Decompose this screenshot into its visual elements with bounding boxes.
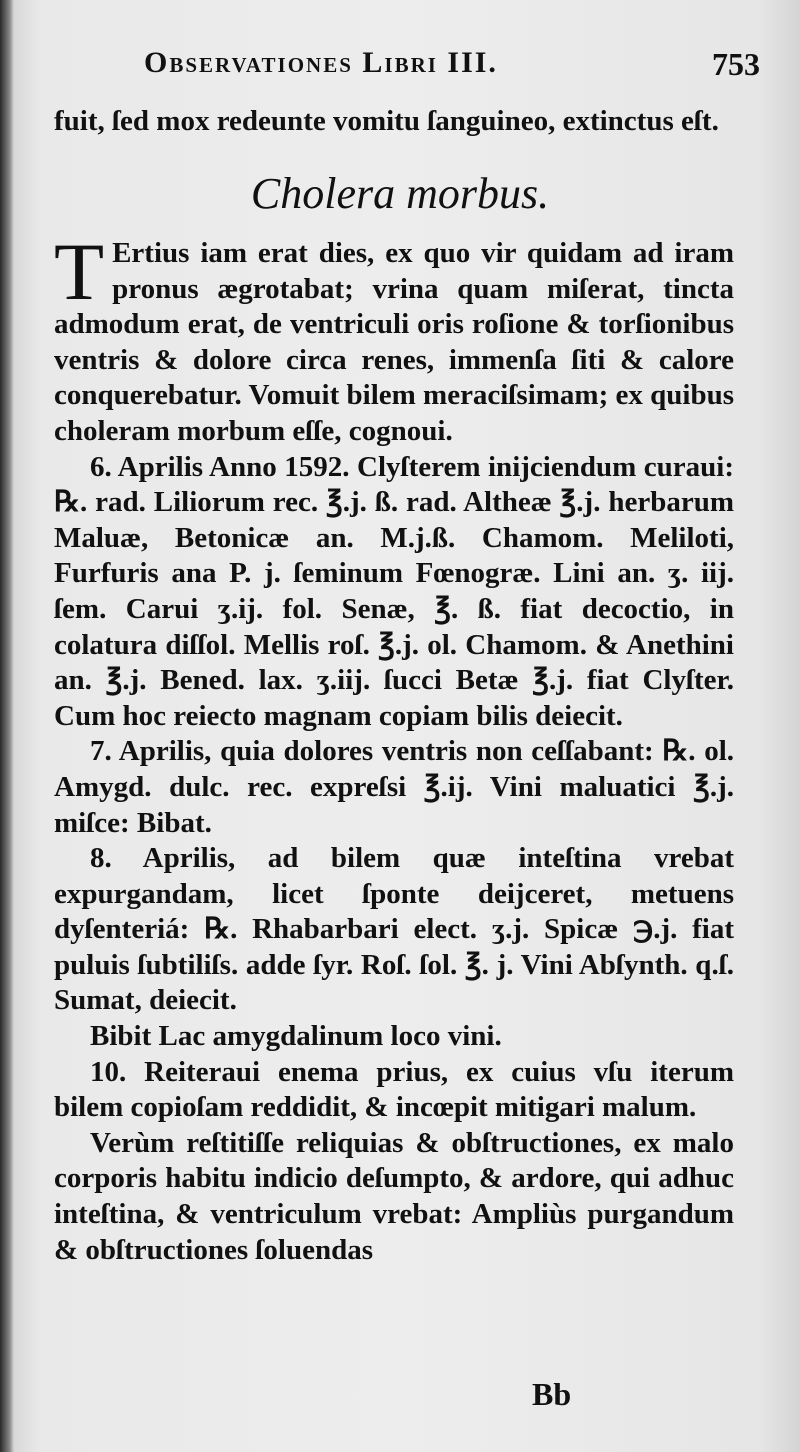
continuation-text	[54, 104, 734, 140]
running-head: Observationes Libri III.	[144, 46, 498, 79]
continuation-paragraph: fuit, ſed mox redeunte vomitu ſanguineo, extinctus eſt.	[54, 105, 719, 137]
paragraph-5: Bibit Lac amygdalinum loco vini.	[90, 1020, 502, 1053]
body-text	[54, 226, 734, 1268]
page-number: 753	[712, 46, 760, 82]
paragraph-2: 6. Aprilis Anno 1592. Clyſterem inijciendum curaui: ℞. rad. Liliorum rec. ℥.j. ß. rad. Altheæ ℥.j. herbarum Maluæ, Betonicæ an. M.j.ß. Chamom. Meliloti, Furfuris ana P. j. ſeminum Fœnogræ. Lini an. ʒ. iij. ſem. Carui ʒ.ij. fol. Senæ, ℥. ß. fiat decoctio, in colatura diſſol. Mellis roſ. ℥.j. ol. Chamom. & Anethini an. ℥.j. Bened. lax. ʒ.iij. ſucci Betæ ℥.j. fiat Clyſter. Cum hoc reiecto magnam copiam bilis deiecit.	[54, 450, 734, 732]
signature-mark: Bb	[532, 1376, 572, 1412]
paragraph-6: 10. Reiteraui enema prius, ex cuius vſu iterum bilem copioſam reddidit, & incœpit mitigari malum.	[54, 1055, 734, 1124]
paragraph-4: 8. Aprilis, ad bilem quæ inteſtina vrebat expurgandam, licet ſponte deijceret, metuens dyſenteriá: ℞. Rhabarbari elect. ʒ.j. Spicæ ℈.j. fiat puluis ſubtiliſs. adde ſyr. Roſ. ſol. ℥. j. Vini Abſynth. q.ſ. Sumat, deiecit.	[54, 842, 734, 1017]
paragraph-7: Verùm reſtitiſſe reliquias & obſtructiones, ex malo corporis habitu indicio deſumpto, & ardore, qui adhuc inteſtina, & ventriculum vrebat: Ampliùs purgandum & obſtructiones ſoluendas	[54, 1126, 734, 1266]
page-header	[144, 46, 760, 96]
paragraph-1	[54, 226, 734, 450]
paragraph-1-text: Ertius iam erat dies, ex quo vir quidam ad iram pronus ægrotabat; vrina quam miſerat, tincta admodum erat, de ventriculi oris roſione & torſionibus ventris & dolore circa renes, immenſa ſiti & calore conquerebatur. Vomuit bilem meraciſsimam; ex quibus choleram morbum eſſe, cognoui.	[54, 237, 734, 447]
section-title: Cholera morbus.	[250, 169, 550, 218]
paragraph-3: 7. Aprilis, quia dolores ventris non ceſſabant: ℞. ol. Amygd. dulc. rec. expreſsi ℥.ij. Vini maluatici ℥.j. miſce: Bibat.	[54, 735, 734, 839]
drop-cap: T	[54, 226, 105, 317]
